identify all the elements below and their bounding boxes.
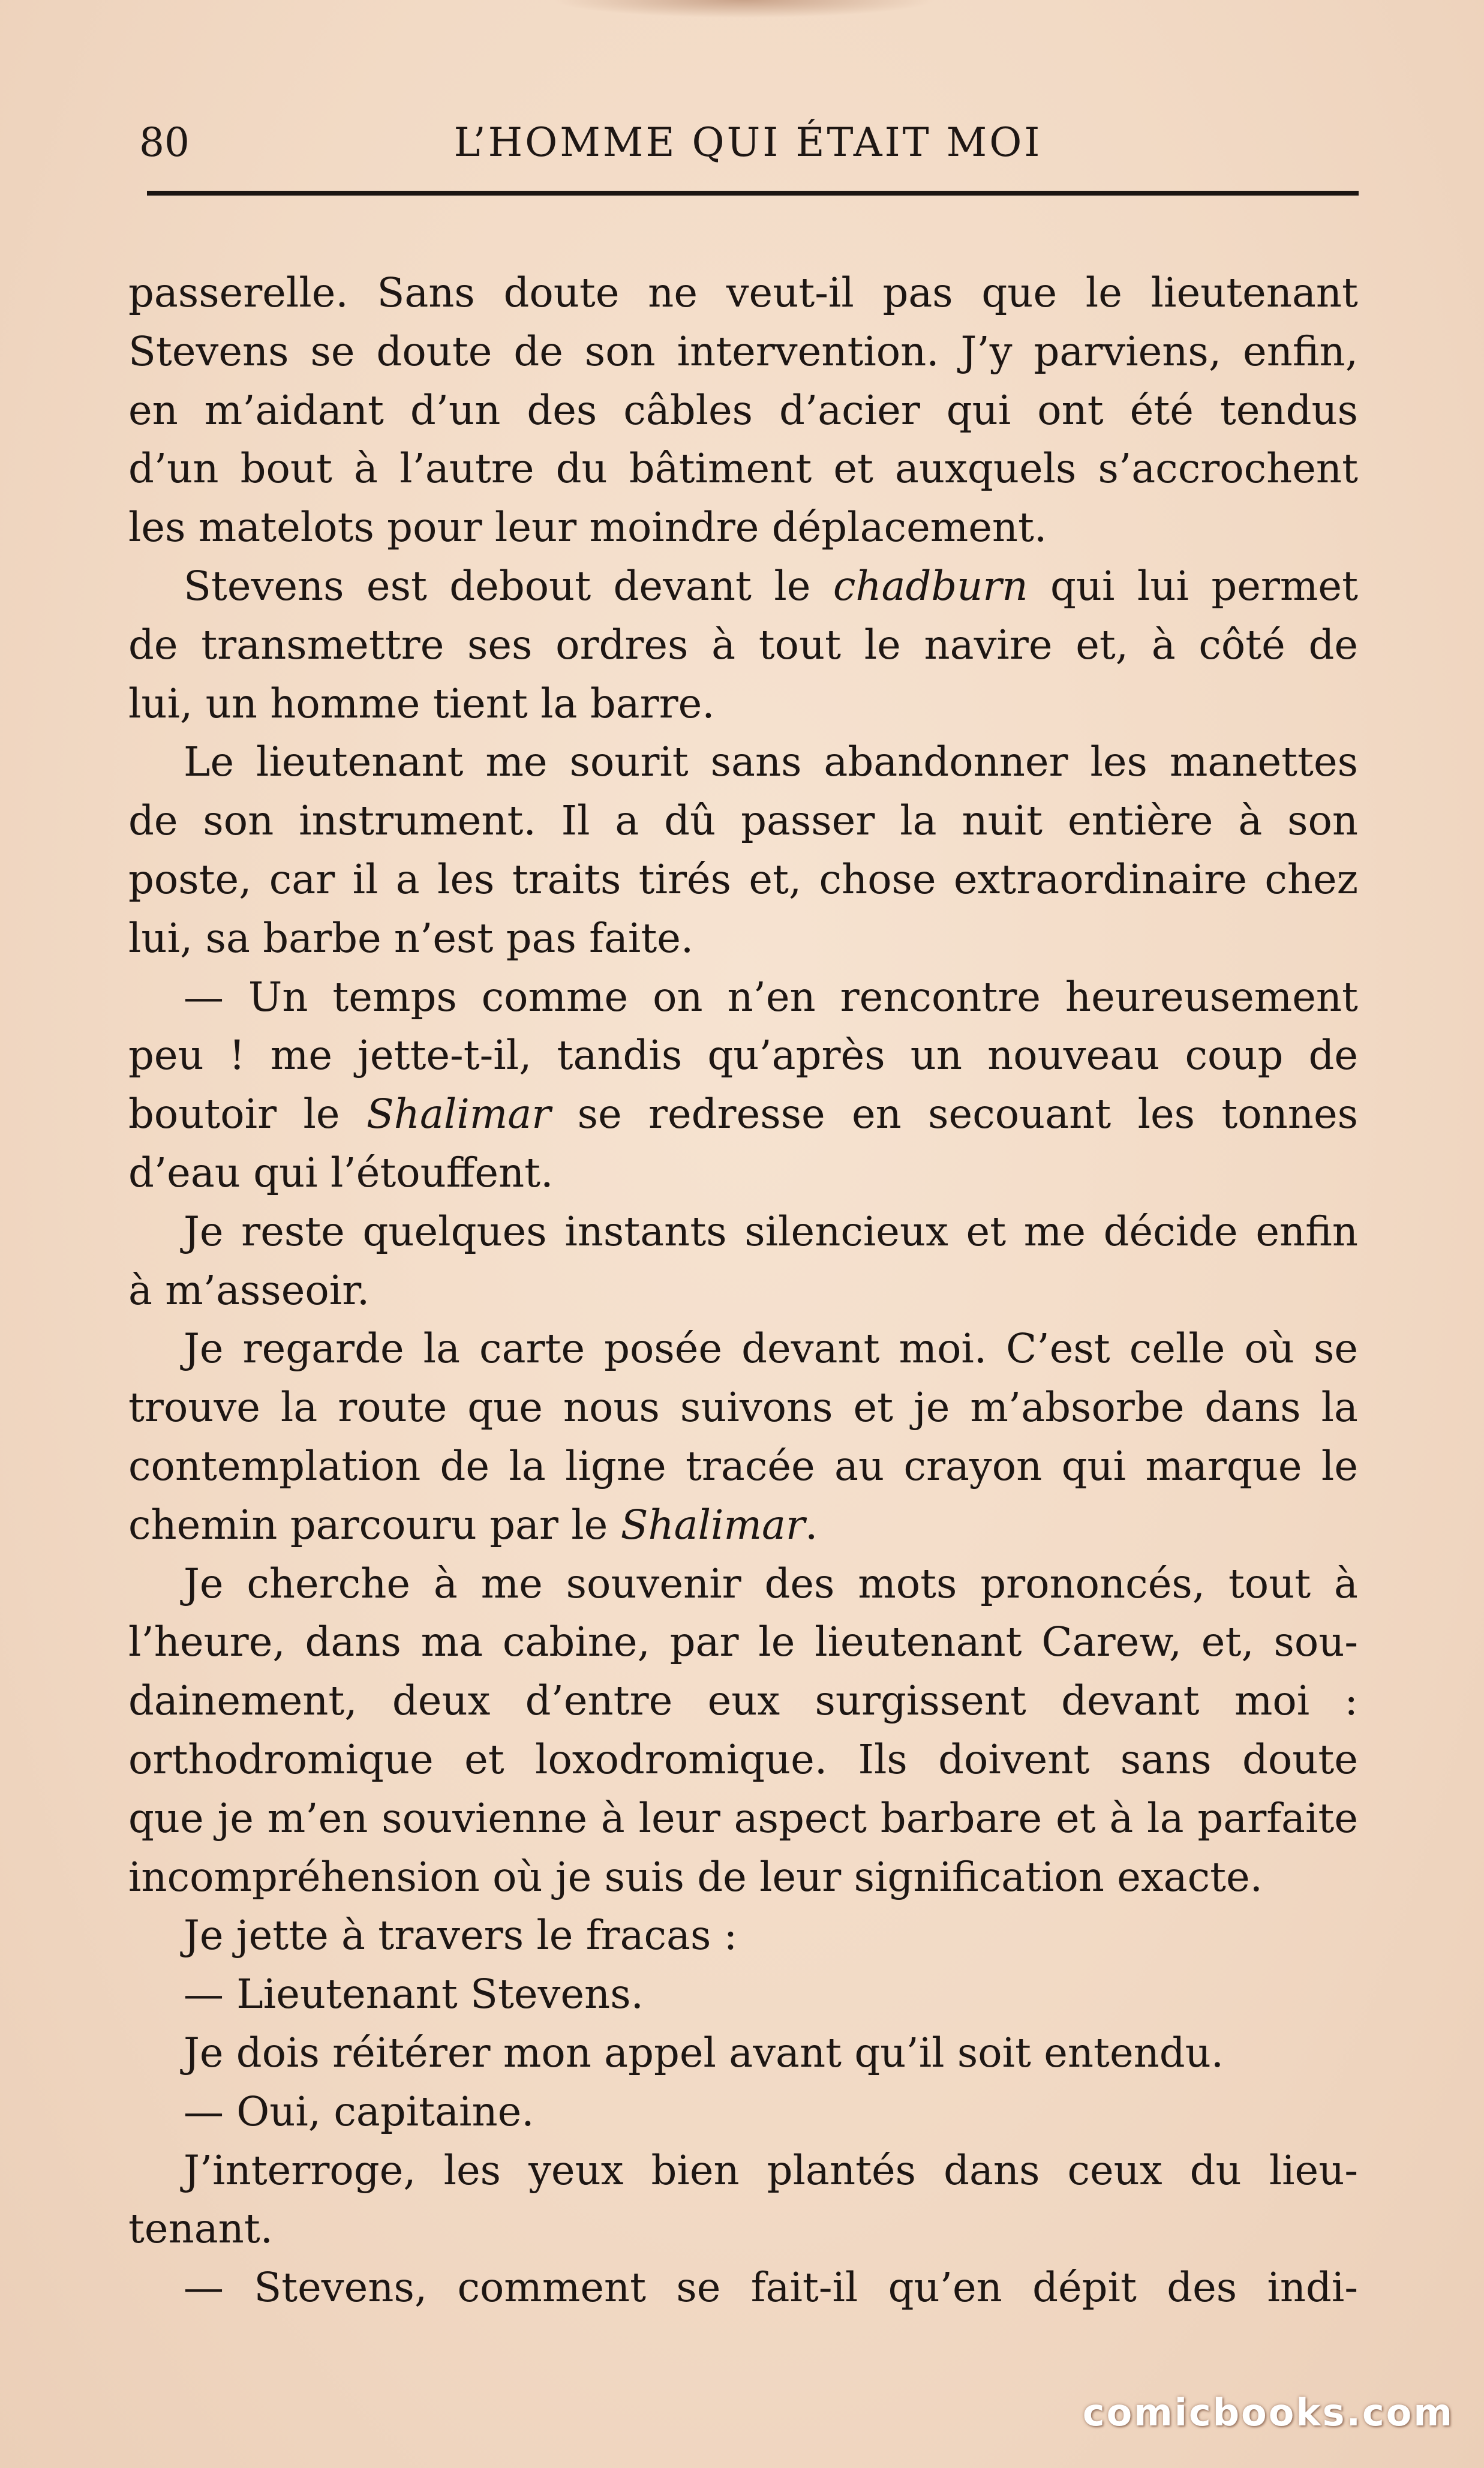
text-line bbox=[128, 382, 1358, 440]
text-line bbox=[128, 323, 1358, 382]
text-line bbox=[128, 2083, 1358, 2142]
text-segment: poste, car il a les traits tirés et, chose extraordinaire chez bbox=[128, 855, 1358, 903]
text-line bbox=[128, 2259, 1358, 2317]
text-segment: d’un bout à l’autre du bâtiment et auxquels s’accrochent bbox=[128, 445, 1358, 493]
text-segment: Stevens se doute de son intervention. J’y parviens, enfin, bbox=[128, 328, 1358, 375]
text-segment: chemin parcouru par le bbox=[128, 1501, 621, 1548]
text-line bbox=[128, 1613, 1358, 1672]
text-line bbox=[128, 616, 1358, 675]
text-line bbox=[128, 499, 1358, 557]
watermark: comicbooks.com bbox=[1082, 2391, 1454, 2434]
page-stain bbox=[552, 0, 936, 18]
text-line bbox=[128, 733, 1358, 792]
text-segment: J’interroge, les yeux bien plantés dans ceux du lieu- bbox=[184, 2146, 1358, 2194]
text-segment: Je cherche à me souvenir des mots prononcés, tout à bbox=[184, 1560, 1358, 1607]
text-line bbox=[128, 1790, 1358, 1848]
text-segment: Je jette à travers le fracas : bbox=[184, 1912, 738, 1959]
text-segment: qui lui permet bbox=[1028, 562, 1358, 610]
text-line bbox=[128, 264, 1358, 323]
text-line bbox=[128, 1320, 1358, 1379]
text-segment: passerelle. Sans doute ne veut-il pas que le lieutenant bbox=[128, 269, 1358, 316]
italic-text: Shalimar bbox=[620, 1501, 805, 1548]
text-segment: orthodromique et loxodromique. Ils doivent sans doute bbox=[128, 1736, 1358, 1783]
text-line bbox=[128, 1496, 1358, 1555]
text-line bbox=[128, 2024, 1358, 2083]
text-line bbox=[128, 1085, 1358, 1144]
text-line bbox=[128, 1848, 1358, 1907]
text-segment: — Un temps comme on n’en rencontre heureusement bbox=[184, 973, 1358, 1020]
page-number: 80 bbox=[139, 119, 190, 166]
text-segment: tenant. bbox=[128, 2205, 274, 2253]
text-segment: . bbox=[804, 1501, 818, 1548]
text-line bbox=[128, 1026, 1358, 1085]
text-line bbox=[128, 851, 1358, 909]
text-segment: Le lieutenant me sourit sans abandonner les manettes bbox=[184, 738, 1358, 786]
body-text bbox=[128, 264, 1358, 2317]
text-segment: — Stevens, comment se fait-il qu’en dépit des indi- bbox=[184, 2264, 1358, 2311]
text-segment: — Lieutenant Stevens. bbox=[184, 1971, 644, 2018]
text-line bbox=[128, 1437, 1358, 1496]
text-line bbox=[128, 968, 1358, 1027]
text-line bbox=[128, 557, 1358, 616]
text-segment: boutoir le bbox=[128, 1091, 367, 1138]
header-rule bbox=[147, 191, 1359, 196]
text-segment: contemplation de la ligne tracée au crayon qui marque le bbox=[128, 1442, 1358, 1490]
text-segment: d’eau qui l’étouffent. bbox=[128, 1149, 554, 1196]
text-segment: de son instrument. Il a dû passer la nuit entière à son bbox=[128, 797, 1358, 845]
text-segment: lui, sa barbe n’est pas faite. bbox=[128, 914, 694, 962]
text-segment: dainement, deux d’entre eux surgissent devant moi : bbox=[128, 1677, 1358, 1725]
text-segment: se redresse en secouant les tonnes bbox=[551, 1091, 1358, 1138]
text-line bbox=[128, 2200, 1358, 2259]
text-segment: Je reste quelques instants silencieux et me décide enfin bbox=[184, 1208, 1358, 1255]
text-segment: peu ! me jette-t-il, tandis qu’après un nouveau coup de bbox=[128, 1032, 1358, 1079]
text-line bbox=[128, 1262, 1358, 1320]
text-line bbox=[128, 1379, 1358, 1437]
text-line bbox=[128, 1203, 1358, 1262]
text-segment: Je dois réitérer mon appel avant qu’il soit entendu. bbox=[184, 2029, 1224, 2076]
italic-text: chadburn bbox=[833, 562, 1028, 610]
text-line bbox=[128, 909, 1358, 968]
text-line bbox=[128, 1965, 1358, 2024]
text-line bbox=[128, 675, 1358, 734]
text-line bbox=[128, 792, 1358, 851]
italic-text: Shalimar bbox=[366, 1091, 551, 1138]
text-segment: — Oui, capitaine. bbox=[184, 2088, 534, 2135]
text-segment: Je regarde la carte posée devant moi. C’est celle où se bbox=[184, 1325, 1358, 1373]
text-line bbox=[128, 1555, 1358, 1614]
text-segment: l’heure, dans ma cabine, par le lieutenant Carew, et, sou- bbox=[128, 1619, 1358, 1666]
text-line bbox=[128, 1731, 1358, 1790]
text-line bbox=[128, 440, 1358, 499]
text-segment: à m’asseoir. bbox=[128, 1266, 370, 1314]
text-segment: de transmettre ses ordres à tout le navire et, à côté de bbox=[128, 621, 1358, 668]
text-segment: trouve la route que nous suivons et je m’absorbe dans la bbox=[128, 1384, 1358, 1431]
text-segment: les matelots pour leur moindre déplacement. bbox=[128, 504, 1047, 551]
text-line bbox=[128, 1672, 1358, 1731]
text-line bbox=[128, 1906, 1358, 1965]
running-head bbox=[139, 113, 1357, 179]
text-segment: que je m’en souvienne à leur aspect barbare et à la parfaite bbox=[128, 1794, 1358, 1842]
text-line bbox=[128, 2142, 1358, 2200]
running-title: L’HOMME QUI ÉTAIT MOI bbox=[453, 119, 1043, 166]
text-line bbox=[128, 1144, 1358, 1203]
text-segment: lui, un homme tient la barre. bbox=[128, 680, 715, 727]
text-segment: Stevens est debout devant le bbox=[184, 562, 833, 610]
text-segment: en m’aidant d’un des câbles d’acier qui ont été tendus bbox=[128, 386, 1358, 434]
text-segment: incompréhension où je suis de leur signification exacte. bbox=[128, 1853, 1263, 1900]
